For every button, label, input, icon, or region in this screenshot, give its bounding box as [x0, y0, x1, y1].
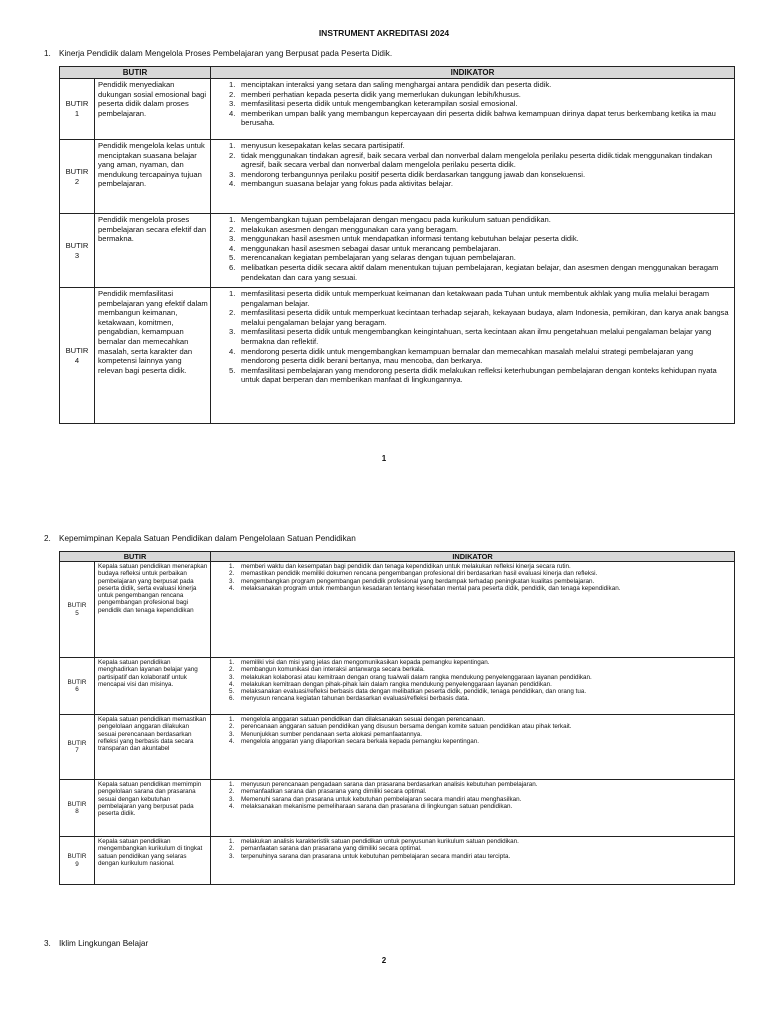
indicator-item — [215, 179, 730, 189]
indicator-number: 4. — [229, 346, 236, 356]
indicator-text: memfasilitasi peserta didik untuk mengembangkan keterampilan sosial emosional. — [241, 99, 518, 109]
indicator-cell — [211, 140, 735, 214]
butir-number: 5 — [75, 609, 79, 617]
indicator-text: Memenuhi sarana dan prasarana untuk kebutuhan pembelajaran secara mandiri atau menghasilkan. — [241, 795, 522, 803]
indicator-cell — [211, 715, 735, 780]
indicator-number: 4. — [229, 737, 235, 745]
section-2-heading — [44, 534, 356, 543]
indicator-item — [215, 109, 730, 128]
table-header-row — [60, 67, 735, 79]
indicator-item — [215, 151, 730, 170]
section-2-number: 2. — [44, 534, 51, 543]
butir-number: 9 — [75, 860, 79, 868]
table-row — [60, 562, 735, 658]
butir-number: 7 — [75, 747, 79, 754]
section-2-table — [59, 551, 735, 885]
indicator-cell — [211, 214, 735, 288]
butir-number: 6 — [75, 686, 79, 693]
page-number-2: 2 — [381, 956, 387, 965]
indicator-text: melakukan asesmen dengan menggunakan cara yang beragam. — [241, 224, 459, 234]
indicator-number: 1. — [229, 80, 236, 89]
indicator-cell — [211, 658, 735, 715]
indicator-number: 4. — [229, 802, 235, 810]
indicator-item — [215, 90, 730, 100]
indicator-text: merencanakan kegiatan pembelajaran yang selaras dengan tujuan pembelajaran. — [241, 253, 516, 263]
indicator-number: 4. — [229, 179, 236, 189]
indicator-text: memfasilitasi peserta didik untuk memperkuat kecintaan terhadap sejarah, kekayaan budaya, alam Indonesia, pemikiran, dan karya anak bangsa melalui pengalaman belajar yang beragam. — [241, 308, 729, 327]
indicator-list — [215, 563, 730, 592]
indikator-column-header: INDIKATOR — [211, 67, 735, 79]
indicator-text: menyusun kesepakatan kelas secara partisipatif. — [241, 141, 405, 150]
indicator-item — [215, 234, 730, 244]
butir-cell — [60, 214, 95, 288]
indicator-list — [215, 289, 730, 385]
indicator-number: 3. — [229, 169, 236, 179]
indicator-number: 5. — [229, 253, 236, 263]
indicator-item — [215, 674, 730, 681]
indicator-text: mendorong terbangunnya perilaku positif peserta didik berdasarkan tanggung jawab dan konsekuensi. — [241, 169, 586, 179]
indicator-text: pemanfaatan sarana dan prasarana yang dimiliki secara optimal. — [241, 845, 422, 853]
butir-description: Kepala satuan pendidikan mengembangkan kurikulum di tingkat satuan pendidikan yang selaras dengan kurikulum nasional. — [95, 837, 211, 885]
butir-cell — [60, 140, 95, 214]
indicator-cell — [211, 837, 735, 885]
butir-cell — [60, 780, 95, 837]
section-1-heading — [44, 49, 392, 58]
indikator-column-header: INDIKATOR — [211, 552, 735, 562]
table-row — [60, 79, 735, 140]
indicator-number: 2. — [229, 570, 235, 578]
indicator-item — [215, 347, 730, 366]
indicator-cell — [211, 562, 735, 658]
butir-description: Kepala satuan pendidikan memimpin pengelolaan sarana dan prasarana sesuai dengan kebutuhan pembelajaran yang berpusat pada peserta didik. — [95, 780, 211, 837]
indicator-text: memfasilitasi peserta didik untuk memperkuat keimanan dan ketakwaan pada Tuhan untuk membentuk akhlak yang mulia melalui beragam pengalaman belajar. — [241, 289, 710, 308]
indicator-item — [215, 215, 730, 225]
butir-cell — [60, 715, 95, 780]
indicator-item — [215, 563, 730, 570]
indicator-number: 4. — [229, 680, 235, 688]
indicator-number: 3. — [229, 852, 235, 860]
indicator-item — [215, 225, 730, 235]
indicator-number: 2. — [229, 150, 236, 160]
table-header-row — [60, 552, 735, 562]
indicator-cell — [211, 79, 735, 140]
indicator-number: 2. — [229, 224, 236, 234]
indicator-number: 3. — [229, 730, 235, 738]
indicator-number: 2. — [229, 723, 235, 731]
indicator-text: membangun suasana belajar yang fokus pada aktivitas belajar. — [241, 179, 453, 189]
indicator-list — [215, 141, 730, 189]
butir-label: BUTIR — [67, 739, 87, 747]
indicator-item — [215, 738, 730, 745]
butir-cell — [60, 837, 95, 885]
indicator-text: perencanaan anggaran satuan pendidikan yang disusun bersama dengan komite satuan pendidikan atau pihak terkait. — [241, 723, 572, 731]
indicator-text: Menunjukkan sumber pendanaan serta alokasi pemanfaatannya. — [241, 730, 422, 738]
indicator-item — [215, 170, 730, 180]
indicator-item — [215, 838, 730, 845]
indicator-text: menggunakan hasil asesmen sebagai dasar untuk merancang pembelajaran. — [241, 243, 501, 253]
indicator-list — [215, 659, 730, 703]
indicator-text: mendorong peserta didik untuk mengembangkan kemampuan bernalar dan memecahkan masalah melalui strategi pembelajaran yang mendorong peserta didik berani bertanya, mau mencoba, dan berkarya. — [241, 346, 694, 366]
butir-number: 3 — [74, 250, 80, 260]
indicator-number: 3. — [229, 99, 236, 109]
butir-number: 2 — [74, 176, 80, 186]
indicator-number: 1. — [229, 289, 236, 298]
page-title: INSTRUMENT AKREDITASI 2024 — [318, 28, 450, 38]
butir-label: BUTIR — [67, 602, 87, 610]
indicator-item — [215, 253, 730, 263]
table-row — [60, 715, 735, 780]
indicator-number: 3. — [229, 795, 235, 803]
indicator-item — [215, 570, 730, 577]
indicator-number: 3. — [229, 327, 236, 337]
indicator-item — [215, 244, 730, 254]
indicator-item — [215, 688, 730, 695]
table-row — [60, 780, 735, 837]
section-2-title: Kepemimpinan Kepala Satuan Pendidikan dalam Pengelolaan Satuan Pendidikan — [59, 534, 356, 543]
indicator-list — [215, 215, 730, 282]
butir-cell — [60, 562, 95, 658]
section-3-heading — [44, 939, 148, 948]
indicator-text: memberikan umpan balik yang membangun kepercayaan diri peserta didik bahwa kemampuan dirinya dapat terus berkembang ketika ia mau berusaha. — [241, 108, 716, 128]
indicator-number: 2. — [229, 845, 235, 853]
indicator-number: 1. — [229, 563, 235, 570]
indicator-item — [215, 263, 730, 282]
indicator-item — [215, 289, 730, 308]
indicator-text: menciptakan interaksi yang setara dan saling menghargai antara pendidik dan peserta didik. — [241, 80, 552, 89]
indicator-cell — [211, 288, 735, 424]
indicator-text: melaksanakan program untuk membangun kesadaran tentang kesehatan mental para peserta didik, pendidik, dan tenaga kependidikan. — [241, 584, 621, 592]
indicator-item — [215, 80, 730, 90]
indicator-item — [215, 853, 730, 860]
indicator-cell — [211, 780, 735, 837]
indicator-item — [215, 781, 730, 788]
indicator-text: memberi waktu dan kesempatan bagi pendidik dan tenaga kependidikan untuk melakukan refleksi kinerja secara rutin. — [241, 563, 571, 570]
indicator-text: menyusun rencana kegiatan tahunan berdasarkan evaluasi/refleksi berbasis data. — [241, 695, 470, 703]
indicator-item — [215, 796, 730, 803]
indicator-text: melibatkan peserta didik secara aktif dalam menentukan tujuan pembelajaran, kegiatan belajar, dan asesmen dengan menggunakan beragam pendekatan dan cara yang sesuai. — [241, 262, 719, 282]
butir-label: BUTIR — [65, 345, 89, 355]
indicator-item — [215, 308, 730, 327]
indicator-item — [215, 803, 730, 810]
butir-label: BUTIR — [67, 800, 87, 808]
indicator-item — [215, 578, 730, 585]
indicator-number: 5. — [229, 365, 236, 375]
indicator-item — [215, 99, 730, 109]
indicator-number: 2. — [229, 788, 235, 796]
section-3-title: Iklim Lingkungan Belajar — [59, 939, 149, 948]
butir-description: Kepala satuan pendidikan memastikan pengelolaan anggaran dilakukan sesuai perencanaan berdasarkan refleksi yang berbasis data secara transparan dan akuntabel — [95, 715, 211, 780]
section-1-table — [59, 66, 735, 424]
indicator-item — [215, 659, 730, 666]
butir-label: BUTIR — [67, 678, 87, 686]
indicator-item — [215, 327, 730, 346]
indicator-text: memastikan pendidik memiliki dokumen rencana pengembangan profesional diri berdasarkan hasil evaluasi kinerja dan refleksi. — [241, 570, 598, 578]
section-1-number: 1. — [44, 49, 51, 58]
indicator-item — [215, 731, 730, 738]
indicator-list — [215, 716, 730, 745]
indicator-text: melaksanakan evaluasi/refleksi berbasis data dengan melibatkan peserta didik, pendidik, tenaga pendidikan, dan orang tua. — [241, 688, 587, 696]
table-row — [60, 214, 735, 288]
butir-column-header: BUTIR — [60, 67, 211, 79]
indicator-number: 4. — [229, 243, 236, 253]
butir-description: Pendidik menyediakan dukungan sosial emosional bagi peserta didik dalam proses pembelajaran. — [95, 79, 211, 140]
butir-description: Pendidik mengelola kelas untuk menciptakan suasana belajar yang aman, nyaman, dan mendukung tercapainya tujuan pembelajaran. — [95, 140, 211, 214]
indicator-text: membangun komunikasi dan interaksi antarwarga secara berkala. — [241, 666, 425, 674]
indicator-number: 1. — [229, 141, 236, 150]
indicator-number: 3. — [229, 234, 236, 244]
indicator-text: mengembangkan program pengembangan pendidik profesional yang berdampak terhadap peningkatan kualitas pembelajaran. — [241, 577, 595, 585]
indicator-item — [215, 695, 730, 702]
indicator-item — [215, 788, 730, 795]
indicator-number: 1. — [229, 215, 236, 224]
indicator-list — [215, 781, 730, 810]
butir-description: Pendidik memfasilitasi pembelajaran yang efektif dalam membangun keimanan, ketakwaan, komitmen, pengabdian, kemampuan bernalar dan memecahkan masalah, serta karakter dan kompetensi lainnya yang relevan bagi peserta didik. — [95, 288, 211, 424]
butir-number: 4 — [74, 355, 80, 365]
indicator-number: 3. — [229, 577, 235, 585]
butir-number: 8 — [75, 808, 79, 815]
indicator-item — [215, 141, 730, 151]
butir-number: 1 — [74, 109, 80, 118]
indicator-text: memfasilitasi pembelajaran yang mendorong peserta didik melakukan refleksi keterhubungan pembelajaran dengan konteks kehidupan nyata untuk dapat berperan dan memberikan manfaat di lingkungannya. — [241, 365, 717, 385]
table-row — [60, 658, 735, 715]
indicator-text: terpenuhinya sarana dan prasarana untuk kebutuhan pembelajaran secara mandiri atau tercipta. — [241, 852, 511, 860]
indicator-number: 6. — [229, 695, 235, 703]
indicator-number: 2. — [229, 666, 235, 674]
section-3-number: 3. — [44, 939, 51, 948]
indicator-text: memanfaatkan sarana dan prasarana yang dimiliki secara optimal. — [241, 788, 427, 796]
indicator-text: melaksanakan mekanisme pemeliharaan sarana dan prasarana di lingkungan satuan pendidikan. — [241, 802, 513, 810]
indicator-item — [215, 845, 730, 852]
page-number-1: 1 — [381, 454, 387, 463]
table-row — [60, 140, 735, 214]
butir-description: Kepala satuan pendidikan menerapkan budaya refleksi untuk perbaikan pembelajaran yang berpusat pada peserta didik, serta evaluasi kinerja untuk pengembangan rencana pengembangan profesional bagi pendidik dan tenaga kependidikan — [95, 562, 211, 658]
butir-label: BUTIR — [65, 99, 89, 109]
butir-label: BUTIR — [67, 853, 87, 861]
indicator-list — [215, 838, 730, 860]
indicator-text: memfasilitasi peserta didik untuk mengembangkan keingintahuan, serta kecintaan akan ilmu pengetahuan melalui pengalaman belajar yang bermakna dan reflektif. — [241, 327, 712, 346]
indicator-item — [215, 585, 730, 592]
indicator-item — [215, 666, 730, 673]
indicator-number: 6. — [229, 262, 236, 272]
indicator-text: melakukan kemitraan dengan pihak-pihak lain dalam rangka mendukung penyelenggaraan layanan pendidikan. — [241, 680, 552, 688]
butir-cell — [60, 658, 95, 715]
table-row — [60, 837, 735, 885]
indicator-number: 4. — [229, 108, 236, 118]
indicator-text: tidak menggunakan tindakan agresif, baik secara verbal dan nonverbal dalam mengelola perilaku peserta didik.tidak menggunakan tindakan agresif, baik secara verbal dan nonverbal dalam mengelola perilaku peserta didik. — [241, 150, 713, 170]
indicator-number: 5. — [229, 688, 235, 696]
indicator-number: 3. — [229, 673, 235, 681]
indicator-text: menyusun perencanaan pengadaan sarana dan prasarana berdasarkan analisis kebutuhan pembelajaran. — [241, 781, 538, 788]
indicator-number: 4. — [229, 584, 235, 592]
butir-description: Kepala satuan pendidikan menghadirkan layanan belajar yang partisipatif dan kolaboratif untuk mencapai visi dan misinya. — [95, 658, 211, 715]
indicator-item — [215, 681, 730, 688]
indicator-text: mengelola anggaran satuan pendidikan dan dilaksanakan sesuai dengan perencanaan. — [241, 716, 486, 723]
indicator-text: mengelola anggaran yang dilaporkan secara berkala kepada pemangku kepentingan. — [241, 737, 480, 745]
table-row — [60, 288, 735, 424]
indicator-item — [215, 366, 730, 385]
indicator-text: melakukan kolaborasi atau kemitraan dengan orang tua/wali dalam rangka mendukung penyelenggaraan layanan pendidikan. — [241, 673, 592, 681]
indicator-item — [215, 716, 730, 723]
indicator-list — [215, 80, 730, 128]
butir-cell — [60, 288, 95, 424]
indicator-text: menggunakan hasil asesmen untuk mendapatkan informasi tentang kebutuhan belajar peserta didik. — [241, 234, 579, 244]
butir-description: Pendidik mengelola proses pembelajaran secara efektif dan bermakna. — [95, 214, 211, 288]
butir-cell — [60, 79, 95, 140]
indicator-text: memiliki visi dan misi yang jelas dan mengomunikasikan kepada pemangku kepentingan. — [241, 659, 490, 666]
indicator-number: 1. — [229, 838, 235, 845]
indicator-number: 2. — [229, 89, 236, 99]
butir-label: BUTIR — [65, 240, 89, 250]
indicator-text: Mengembangkan tujuan pembelajaran dengan mengacu pada kurikulum satuan pendidikan. — [241, 215, 551, 224]
indicator-number: 1. — [229, 659, 235, 666]
indicator-number: 1. — [229, 781, 235, 788]
indicator-number: 1. — [229, 716, 235, 723]
section-1-title: Kinerja Pendidik dalam Mengelola Proses Pembelajaran yang Berpusat pada Peserta Didik. — [59, 49, 393, 58]
indicator-item — [215, 723, 730, 730]
butir-label: BUTIR — [65, 166, 89, 176]
indicator-number: 2. — [229, 308, 236, 318]
indicator-text: melakukan analisis karakteristik satuan pendidikan untuk penyusunan kurikulum satuan pendidikan. — [241, 838, 519, 845]
indicator-text: memberi perhatian kepada peserta didik yang memerlukan dukungan lebih/khusus. — [241, 89, 521, 99]
butir-column-header: BUTIR — [60, 552, 211, 562]
